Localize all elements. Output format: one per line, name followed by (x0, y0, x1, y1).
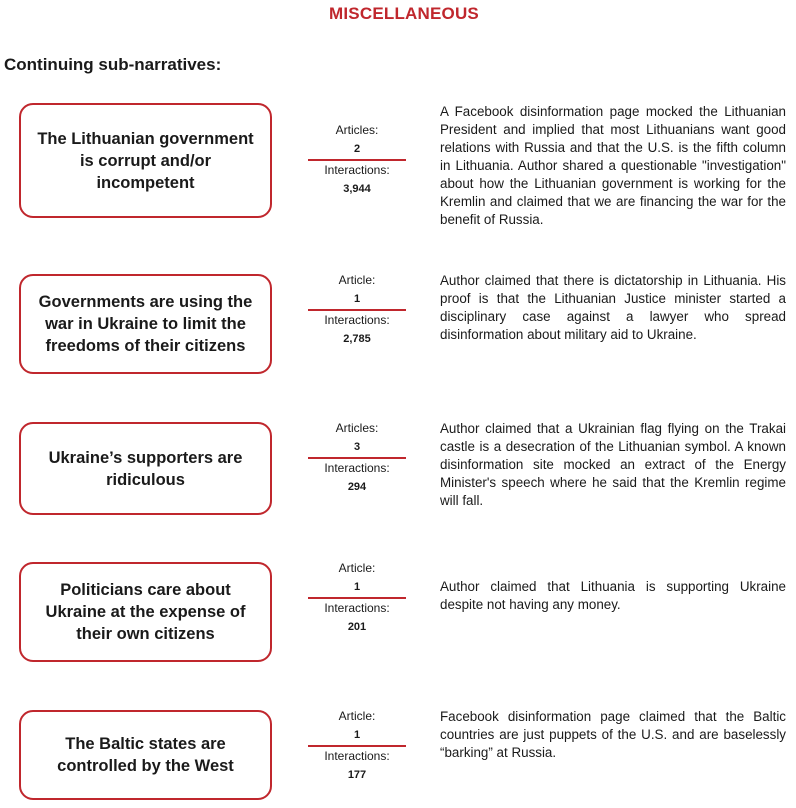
narrative-stats (308, 271, 406, 349)
narrative-box (19, 103, 272, 218)
interactions-count: 177 (347, 769, 367, 781)
interactions-count: 3,944 (343, 183, 371, 195)
articles-label: Article: (338, 561, 376, 575)
interactions-count: 2,785 (343, 333, 371, 345)
narrative-box (19, 710, 272, 800)
narrative-stats (308, 559, 406, 637)
articles-label: Articles: (335, 123, 379, 137)
narrative-stats (308, 419, 406, 497)
narrative-box (19, 274, 272, 374)
narrative-title: Ukraine’s supporters are ridiculous (48, 448, 243, 489)
articles-label: Article: (338, 709, 376, 723)
interactions-label: Interactions: (324, 461, 390, 475)
articles-count: 1 (353, 581, 361, 593)
narrative-stats (308, 707, 406, 785)
interactions-count: 201 (347, 621, 367, 633)
narrative-description: Author claimed that there is dictatorship in Lithuania. His proof is that the Lithuanian Justice minister started a disciplinary case against a lawyer who spread disinformation about military aid to Ukraine. (440, 273, 786, 342)
narrative-box (19, 422, 272, 515)
narrative-box (19, 562, 272, 662)
narrative-description: A Facebook disinformation page mocked the Lithuanian President and implied that most Lithuanians want good relations with Russia and that the U.S. is the fifth column in Lithuania. Author shared a questionable "investigation" about how the Lithuanian government is working for the Kremlin and claimed that we are financing the war for the benefit of Russia. (440, 104, 786, 227)
section-subtitle: Continuing sub-narratives: (4, 55, 222, 74)
interactions-count: 294 (347, 481, 367, 493)
narrative-title: Governments are using the war in Ukraine to limit the freedoms of their citizens (38, 293, 253, 355)
articles-count: 1 (353, 293, 361, 305)
narrative-description: Facebook disinformation page claimed that the Baltic countries are just puppets of the U.S. and are baselessly “barking” at Russia. (440, 709, 786, 760)
interactions-label: Interactions: (324, 601, 390, 615)
interactions-label: Interactions: (324, 163, 390, 177)
articles-count: 1 (353, 729, 361, 741)
articles-count: 2 (353, 143, 361, 155)
articles-label: Article: (338, 273, 376, 287)
page-title: MISCELLANEOUS (329, 4, 479, 23)
narrative-description: Author claimed that a Ukrainian flag flying on the Trakai castle is a desecration of the Lithuanian symbol. A known disinformation site mocked an extract of the Energy Minister's speech where he said that the Kremlin regime will fall. (440, 421, 786, 508)
interactions-label: Interactions: (324, 313, 390, 327)
narrative-title: Politicians care about Ukraine at the expense of their own citizens (45, 581, 246, 643)
narrative-title: The Lithuanian government is corrupt and/or incompetent (37, 129, 254, 192)
articles-count: 3 (353, 441, 361, 453)
narrative-description: Author claimed that Lithuania is supporting Ukraine despite not having any money. (440, 579, 786, 612)
narrative-title: The Baltic states are controlled by the West (57, 735, 234, 775)
interactions-label: Interactions: (324, 749, 390, 763)
narrative-stats (308, 121, 406, 199)
articles-label: Articles: (335, 421, 379, 435)
